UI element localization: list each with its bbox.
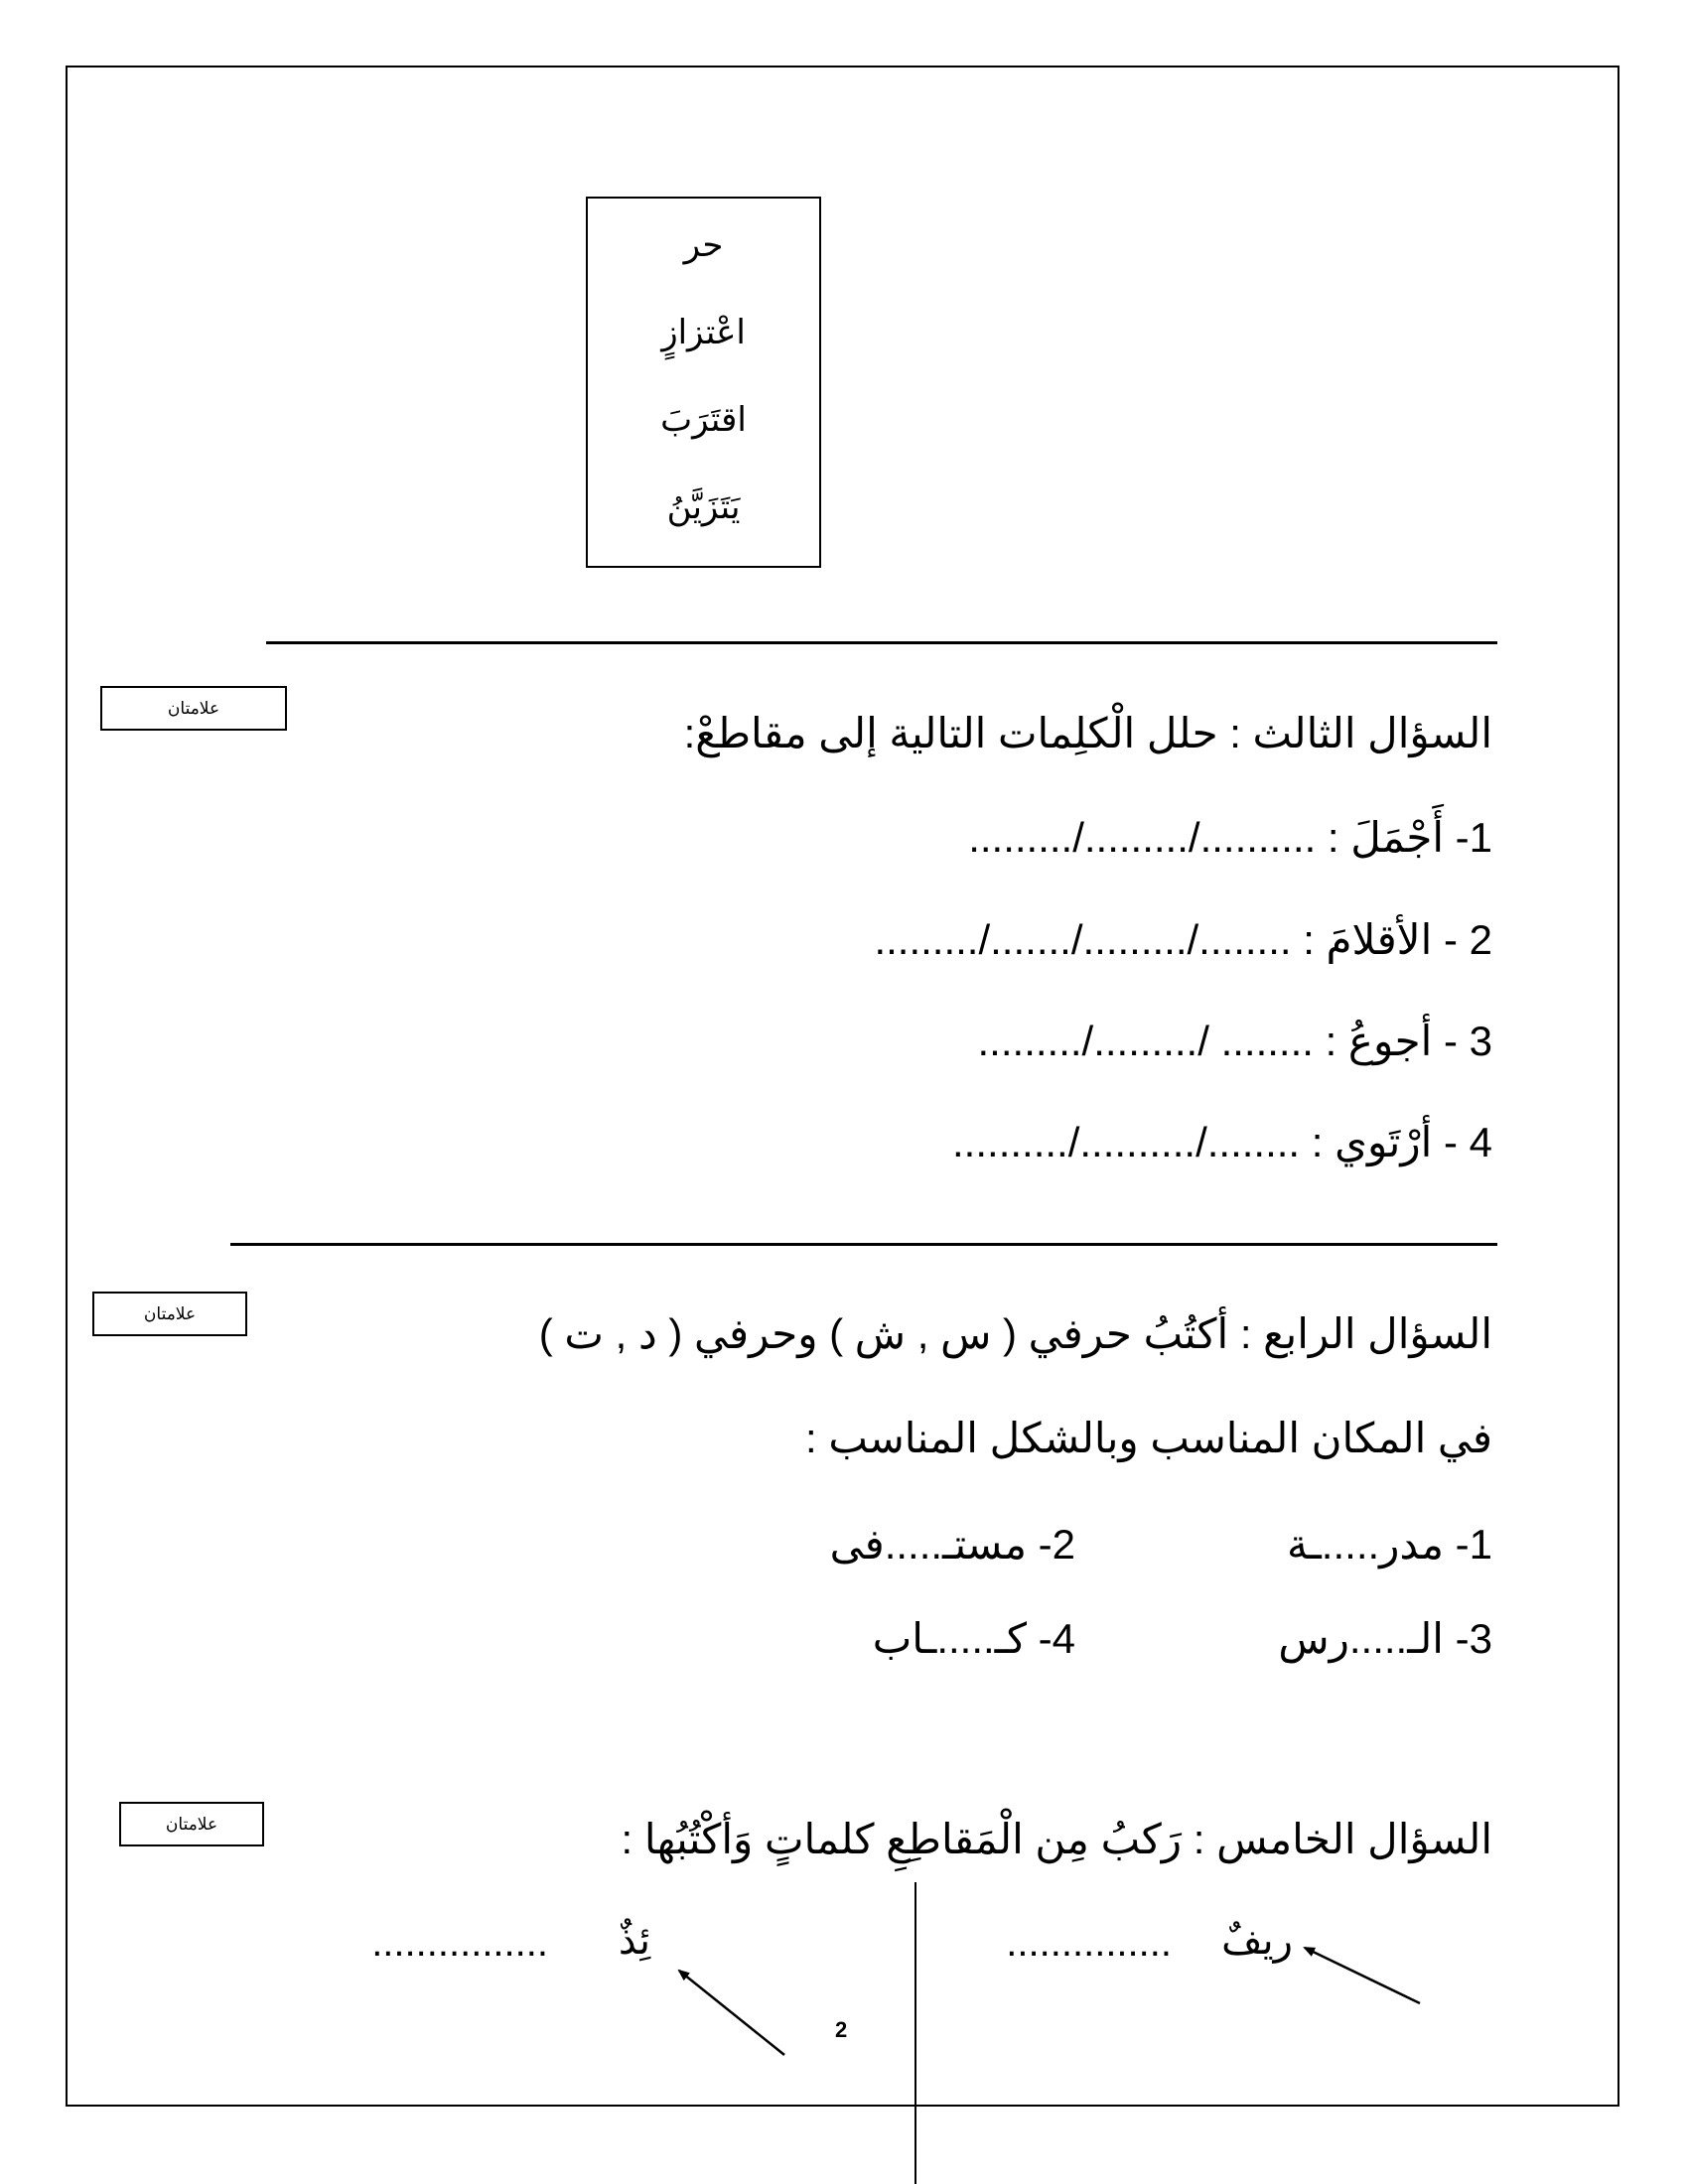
q3-item-2: 2 - الأقلامَ : ......../........./......./......... — [874, 916, 1492, 963]
q5-syllable-1: ريفٌ — [1221, 1919, 1293, 1963]
q3-item-4: 4 - أرْتَوي : ......../........../.......... — [952, 1119, 1492, 1165]
q4-mark-label: علامتان — [143, 1303, 197, 1323]
q4-item-2: 2- مستـ.....فى — [829, 1521, 1075, 1568]
q5-title: السؤال الخامس : رَكبُ مِن الْمَقاطِعِ كلماتٍ وَأكْتُبُها : — [621, 1816, 1492, 1862]
q4-title-line1: السؤال الرابع : أكتُبُ حرفي ( س , ش ) وحرفي ( د , ت ) — [538, 1310, 1492, 1357]
word-box-word: حر — [683, 226, 724, 264]
page-number: 2 — [835, 2017, 848, 2042]
word-box-word: يَتَزَيَّنُ — [666, 488, 741, 526]
q3-title: السؤال الثالث : حلل الْكلِمات التالية إلى مقاطعْ: — [683, 710, 1492, 756]
q4-item-1: 1- مدر.....ـة — [1286, 1521, 1492, 1568]
arrow-1 — [1305, 1948, 1420, 2003]
q4-title-line2: في المكان المناسب وبالشكل المناسب : — [804, 1415, 1492, 1461]
q5-mark-label: علامتان — [165, 1814, 218, 1834]
q3-item-3: 3 - أجوعُ : ........ /........./......... — [977, 1018, 1492, 1064]
q5-blank-2: ................ — [371, 1921, 548, 1965]
q5-syllable-2: ئِذٌ — [618, 1919, 650, 1963]
q3-mark-label: علامتان — [167, 698, 220, 718]
q4-item-4: 4- كـ.....ـاب — [872, 1615, 1075, 1662]
arrow-2 — [679, 1971, 784, 2055]
q3-item-1: 1- أَجْمَلَ : ........../........./......... — [968, 814, 1492, 861]
word-box-word: اقتَرَبَ — [660, 401, 747, 439]
word-box-word: اعْتزازٍ — [661, 314, 746, 351]
q4-item-3: 3- الـ.....رس — [1278, 1615, 1492, 1662]
q5-blank-1: ............... — [1006, 1921, 1172, 1965]
